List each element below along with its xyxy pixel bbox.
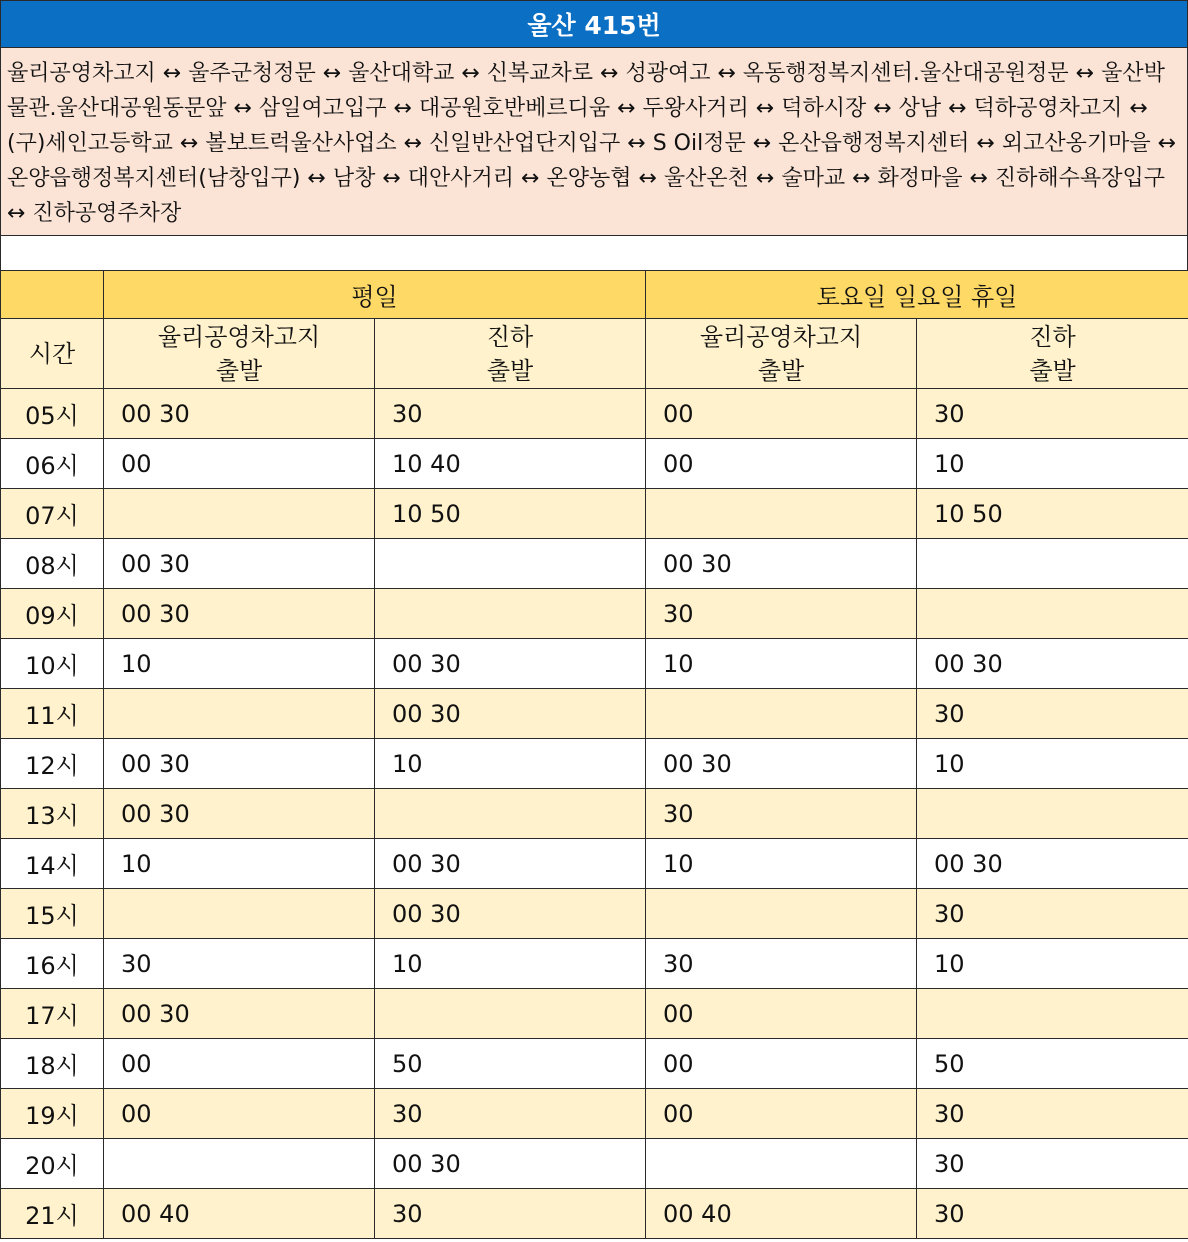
table-row bbox=[1, 389, 1188, 439]
weekend-yulli-cell: 00 bbox=[646, 439, 917, 489]
hour-cell: 13시 bbox=[1, 789, 104, 839]
weekday-jinha-cell bbox=[375, 589, 646, 639]
hour-cell: 16시 bbox=[1, 939, 104, 989]
weekend-yulli-cell: 30 bbox=[646, 589, 917, 639]
table-row bbox=[1, 489, 1188, 539]
weekend-jinha-cell bbox=[917, 989, 1188, 1039]
weekday-jinha-cell: 50 bbox=[375, 1039, 646, 1089]
page-title: 울산 415번 bbox=[0, 0, 1188, 48]
weekend-jinha-cell: 10 50 bbox=[917, 489, 1188, 539]
weekend-jinha-cell: 10 bbox=[917, 939, 1188, 989]
weekend-jinha-cell: 00 30 bbox=[917, 839, 1188, 889]
weekend-jinha-cell: 30 bbox=[917, 889, 1188, 939]
weekday-jinha-cell: 00 30 bbox=[375, 1139, 646, 1189]
table-row bbox=[1, 1039, 1188, 1089]
weekday-yulli-cell: 00 40 bbox=[104, 1189, 375, 1239]
weekday-yulli-cell: 00 30 bbox=[104, 539, 375, 589]
header-line: 율리공영차고지 bbox=[699, 322, 863, 351]
weekend-yulli-cell bbox=[646, 489, 917, 539]
table-row bbox=[1, 939, 1188, 989]
weekday-yulli-cell: 00 30 bbox=[104, 739, 375, 789]
weekend-yulli-cell: 10 bbox=[646, 839, 917, 889]
table-row bbox=[1, 1139, 1188, 1189]
table-row bbox=[1, 689, 1188, 739]
hour-cell: 14시 bbox=[1, 839, 104, 889]
weekend-jinha-cell: 10 bbox=[917, 739, 1188, 789]
table-row bbox=[1, 839, 1188, 889]
weekday-jinha-cell: 10 40 bbox=[375, 439, 646, 489]
weekday-jinha-cell: 00 30 bbox=[375, 689, 646, 739]
weekday-jinha-cell: 00 30 bbox=[375, 639, 646, 689]
weekday-yulli-cell: 30 bbox=[104, 939, 375, 989]
route-description: 율리공영차고지 ↔ 울주군청정문 ↔ 울산대학교 ↔ 신복교차로 ↔ 성광여고 ↔ 옥동행정복지센터.울산대공원정문 ↔ 울산박물관.울산대공원동문앞 ↔ 삼일여고입구 ↔ 대공원호반베르디움 ↔ 두왕사거리 ↔ 덕하시장 ↔ 상남 ↔ 덕하공영차고지 ↔ (구)세인고등학교 ↔ 볼보트럭울산사업소 ↔ 신일반산업단지입구 ↔ S Oil정문 ↔ 온산읍행정복지센터 ↔ 외고산옹기마을 ↔ 온양읍행정복지센터(남창입구) ↔ 남창 ↔ 대안사거리 ↔ 온양농협 ↔ 울산온천 ↔ 술마교 ↔ 화정마을 ↔ 진하해수욕장입구 ↔ 진하공영주차장 bbox=[0, 48, 1188, 236]
hour-cell: 08시 bbox=[1, 539, 104, 589]
table-row bbox=[1, 889, 1188, 939]
schedule-body bbox=[1, 389, 1188, 1239]
weekend-yulli-cell: 30 bbox=[646, 789, 917, 839]
weekday-jinha-cell bbox=[375, 789, 646, 839]
weekend-yulli-cell: 00 30 bbox=[646, 739, 917, 789]
weekday-jinha-cell: 30 bbox=[375, 1189, 646, 1239]
weekend-jinha-cell bbox=[917, 539, 1188, 589]
weekend-jinha-cell: 00 30 bbox=[917, 639, 1188, 689]
weekend-yulli-cell bbox=[646, 689, 917, 739]
table-row bbox=[1, 589, 1188, 639]
weekend-jinha-cell bbox=[917, 589, 1188, 639]
weekend-yulli-cell: 00 bbox=[646, 389, 917, 439]
weekend-jinha-cell: 50 bbox=[917, 1039, 1188, 1089]
hour-cell: 09시 bbox=[1, 589, 104, 639]
weekend-yulli-cell: 00 bbox=[646, 989, 917, 1039]
weekend-jinha-cell: 30 bbox=[917, 1139, 1188, 1189]
weekend-yulli-cell: 00 40 bbox=[646, 1189, 917, 1239]
table-row bbox=[1, 739, 1188, 789]
weekday-yulli-cell: 00 bbox=[104, 1039, 375, 1089]
header-line: 출발 bbox=[757, 356, 805, 385]
table-row bbox=[1, 439, 1188, 489]
weekday-yulli-cell: 00 bbox=[104, 1089, 375, 1139]
header-line: 진하 bbox=[486, 322, 534, 351]
weekday-yulli-cell bbox=[104, 1139, 375, 1189]
weekend-yulli-cell: 10 bbox=[646, 639, 917, 689]
weekend-jinha-header bbox=[917, 319, 1188, 389]
table-row bbox=[1, 789, 1188, 839]
weekend-jinha-cell: 30 bbox=[917, 1089, 1188, 1139]
table-row bbox=[1, 539, 1188, 589]
hour-cell: 10시 bbox=[1, 639, 104, 689]
weekend-jinha-cell bbox=[917, 789, 1188, 839]
hour-header: 시간 bbox=[1, 319, 104, 389]
weekday-yulli-cell: 00 bbox=[104, 439, 375, 489]
weekend-yulli-cell: 30 bbox=[646, 939, 917, 989]
weekend-yulli-cell bbox=[646, 889, 917, 939]
hour-cell: 19시 bbox=[1, 1089, 104, 1139]
spacer-row bbox=[0, 236, 1188, 270]
weekday-yulli-cell bbox=[104, 689, 375, 739]
weekday-yulli-cell bbox=[104, 489, 375, 539]
header-line: 진하 bbox=[1029, 322, 1076, 351]
weekday-jinha-header bbox=[375, 319, 646, 389]
weekday-yulli-cell: 10 bbox=[104, 639, 375, 689]
hour-cell: 11시 bbox=[1, 689, 104, 739]
weekday-yulli-header bbox=[104, 319, 375, 389]
weekday-jinha-cell bbox=[375, 989, 646, 1039]
weekday-header: 평일 bbox=[104, 271, 646, 319]
weekend-jinha-cell: 10 bbox=[917, 439, 1188, 489]
hour-cell: 05시 bbox=[1, 389, 104, 439]
hour-cell: 06시 bbox=[1, 439, 104, 489]
hour-cell: 07시 bbox=[1, 489, 104, 539]
weekday-jinha-cell: 10 bbox=[375, 739, 646, 789]
weekday-jinha-cell: 00 30 bbox=[375, 839, 646, 889]
weekday-jinha-cell: 00 30 bbox=[375, 889, 646, 939]
weekend-yulli-cell: 00 30 bbox=[646, 539, 917, 589]
weekday-yulli-cell: 10 bbox=[104, 839, 375, 889]
table-row bbox=[1, 989, 1188, 1039]
weekday-yulli-cell bbox=[104, 889, 375, 939]
weekend-yulli-cell: 00 bbox=[646, 1039, 917, 1089]
weekend-header: 토요일 일요일 휴일 bbox=[646, 271, 1188, 319]
header-line: 출발 bbox=[1029, 356, 1076, 385]
hour-cell: 17시 bbox=[1, 989, 104, 1039]
weekend-jinha-cell: 30 bbox=[917, 689, 1188, 739]
table-row bbox=[1, 1189, 1188, 1239]
weekend-yulli-cell: 00 bbox=[646, 1089, 917, 1139]
header-line: 출발 bbox=[215, 356, 263, 385]
hour-cell: 12시 bbox=[1, 739, 104, 789]
weekday-jinha-cell bbox=[375, 539, 646, 589]
weekday-yulli-cell: 00 30 bbox=[104, 789, 375, 839]
weekend-jinha-cell: 30 bbox=[917, 389, 1188, 439]
weekday-yulli-cell: 00 30 bbox=[104, 989, 375, 1039]
weekday-yulli-cell: 00 30 bbox=[104, 589, 375, 639]
weekday-yulli-cell: 00 30 bbox=[104, 389, 375, 439]
weekday-jinha-cell: 30 bbox=[375, 389, 646, 439]
schedule-table bbox=[0, 270, 1188, 1239]
corner-cell bbox=[1, 271, 104, 319]
weekday-jinha-cell: 30 bbox=[375, 1089, 646, 1139]
table-row bbox=[1, 639, 1188, 689]
hour-cell: 15시 bbox=[1, 889, 104, 939]
header-line: 율리공영차고지 bbox=[157, 322, 321, 351]
hour-cell: 21시 bbox=[1, 1189, 104, 1239]
weekend-yulli-header bbox=[646, 319, 917, 389]
hour-cell: 20시 bbox=[1, 1139, 104, 1189]
table-row bbox=[1, 1089, 1188, 1139]
weekend-yulli-cell bbox=[646, 1139, 917, 1189]
weekend-jinha-cell: 30 bbox=[917, 1189, 1188, 1239]
header-line: 출발 bbox=[486, 356, 534, 385]
weekday-jinha-cell: 10 50 bbox=[375, 489, 646, 539]
hour-cell: 18시 bbox=[1, 1039, 104, 1089]
weekday-jinha-cell: 10 bbox=[375, 939, 646, 989]
